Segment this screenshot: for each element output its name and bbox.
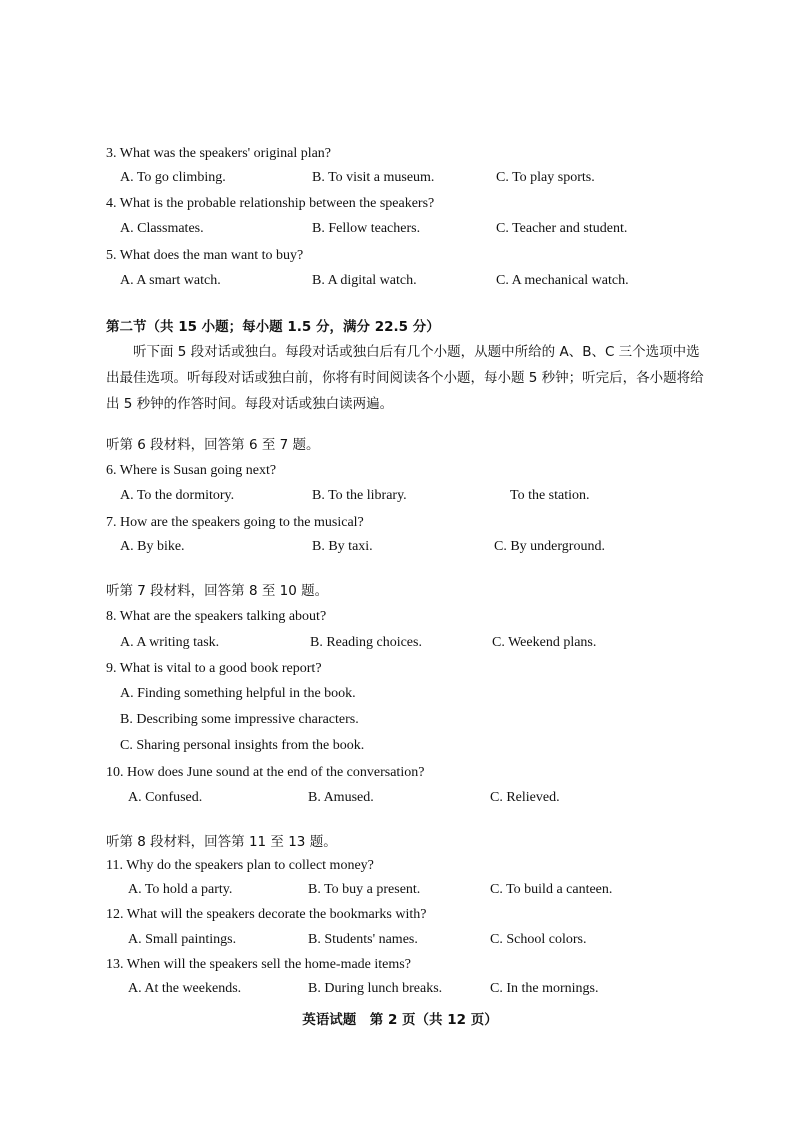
section-2-heading: 第二节（共 15 小题；每小题 1.5 分，满分 22.5 分） — [106, 319, 440, 335]
question-9-stem: 9. What is vital to a good book report? — [106, 661, 322, 676]
question-9-option-c: C. Sharing personal insights from the book. — [120, 738, 365, 753]
question-7-option-b: B. By taxi. — [312, 539, 373, 554]
question-8-option-a: A. A writing task. — [120, 635, 220, 650]
question-7-option-a: A. By bike. — [120, 539, 185, 554]
question-3-option-b: B. To visit a museum. — [312, 170, 435, 185]
question-13-option-c: C. In the mornings. — [490, 981, 599, 996]
question-13-option-a: A. At the weekends. — [128, 981, 242, 996]
question-8-option-c: C. Weekend plans. — [492, 635, 597, 650]
question-5-option-a: A. A smart watch. — [120, 273, 221, 288]
question-6-option-a: A. To the dormitory. — [120, 488, 235, 503]
question-6-option-c: To the station. — [510, 488, 590, 503]
group-8-heading: 听第 8 段材料，回答第 11 至 13 题。 — [106, 834, 337, 850]
group-7-heading: 听第 7 段材料，回答第 8 至 10 题。 — [106, 583, 329, 599]
question-12-stem: 12. What will the speakers decorate the bookmarks with? — [106, 907, 427, 922]
question-11-stem: 11. Why do the speakers plan to collect money? — [106, 858, 374, 873]
question-12-option-a: A. Small paintings. — [128, 932, 237, 947]
question-7-stem: 7. How are the speakers going to the musical? — [106, 515, 364, 530]
question-8-stem: 8. What are the speakers talking about? — [106, 609, 327, 624]
question-5-stem: 5. What does the man want to buy? — [106, 248, 304, 263]
question-10-option-a: A. Confused. — [128, 790, 203, 805]
question-6-stem: 6. Where is Susan going next? — [106, 463, 277, 478]
question-13-option-b: B. During lunch breaks. — [308, 981, 443, 996]
question-11-option-a: A. To hold a party. — [128, 882, 233, 897]
question-12-option-b: B. Students' names. — [308, 932, 418, 947]
question-12-option-c: C. School colors. — [490, 932, 587, 947]
question-7-option-c: C. By underground. — [494, 539, 605, 554]
question-11-option-c: C. To build a canteen. — [490, 882, 613, 897]
question-9-option-a: A. Finding something helpful in the book. — [120, 686, 356, 701]
question-4-option-c: C. Teacher and student. — [496, 221, 628, 236]
question-6-option-b: B. To the library. — [312, 488, 407, 503]
question-4-option-a: A. Classmates. — [120, 221, 204, 236]
question-13-stem: 13. When will the speakers sell the home-made items? — [106, 957, 411, 972]
question-3-stem: 3. What was the speakers' original plan? — [106, 146, 332, 161]
question-11-option-b: B. To buy a present. — [308, 882, 421, 897]
question-5-option-b: B. A digital watch. — [312, 273, 417, 288]
question-3-option-a: A. To go climbing. — [120, 170, 226, 185]
section-2-instructions: 听下面 5 段对话或独白。每段对话或独白后有几个小题，从题中所给的 A、B、C 三个选项中选出最佳选项。听每段对话或独白前，你将有时间阅读各个小题，每小题 5 秒钟；听完后，各小题将给出 5 秒钟的作答时间。每段对话或独白读两遍。 — [106, 344, 704, 412]
question-10-stem: 10. How does June sound at the end of the conversation? — [106, 765, 425, 780]
question-8-option-b: B. Reading choices. — [310, 635, 422, 650]
page-footer: 英语试题 第 2 页（共 12 页） — [302, 1012, 498, 1028]
question-4-stem: 4. What is the probable relationship between the speakers? — [106, 196, 435, 211]
group-6-heading: 听第 6 段材料，回答第 6 至 7 题。 — [106, 437, 320, 453]
question-5-option-c: C. A mechanical watch. — [496, 273, 629, 288]
question-9-option-b: B. Describing some impressive characters. — [120, 712, 359, 727]
question-10-option-b: B. Amused. — [308, 790, 374, 805]
question-4-option-b: B. Fellow teachers. — [312, 221, 421, 236]
question-10-option-c: C. Relieved. — [490, 790, 560, 805]
question-3-option-c: C. To play sports. — [496, 170, 595, 185]
